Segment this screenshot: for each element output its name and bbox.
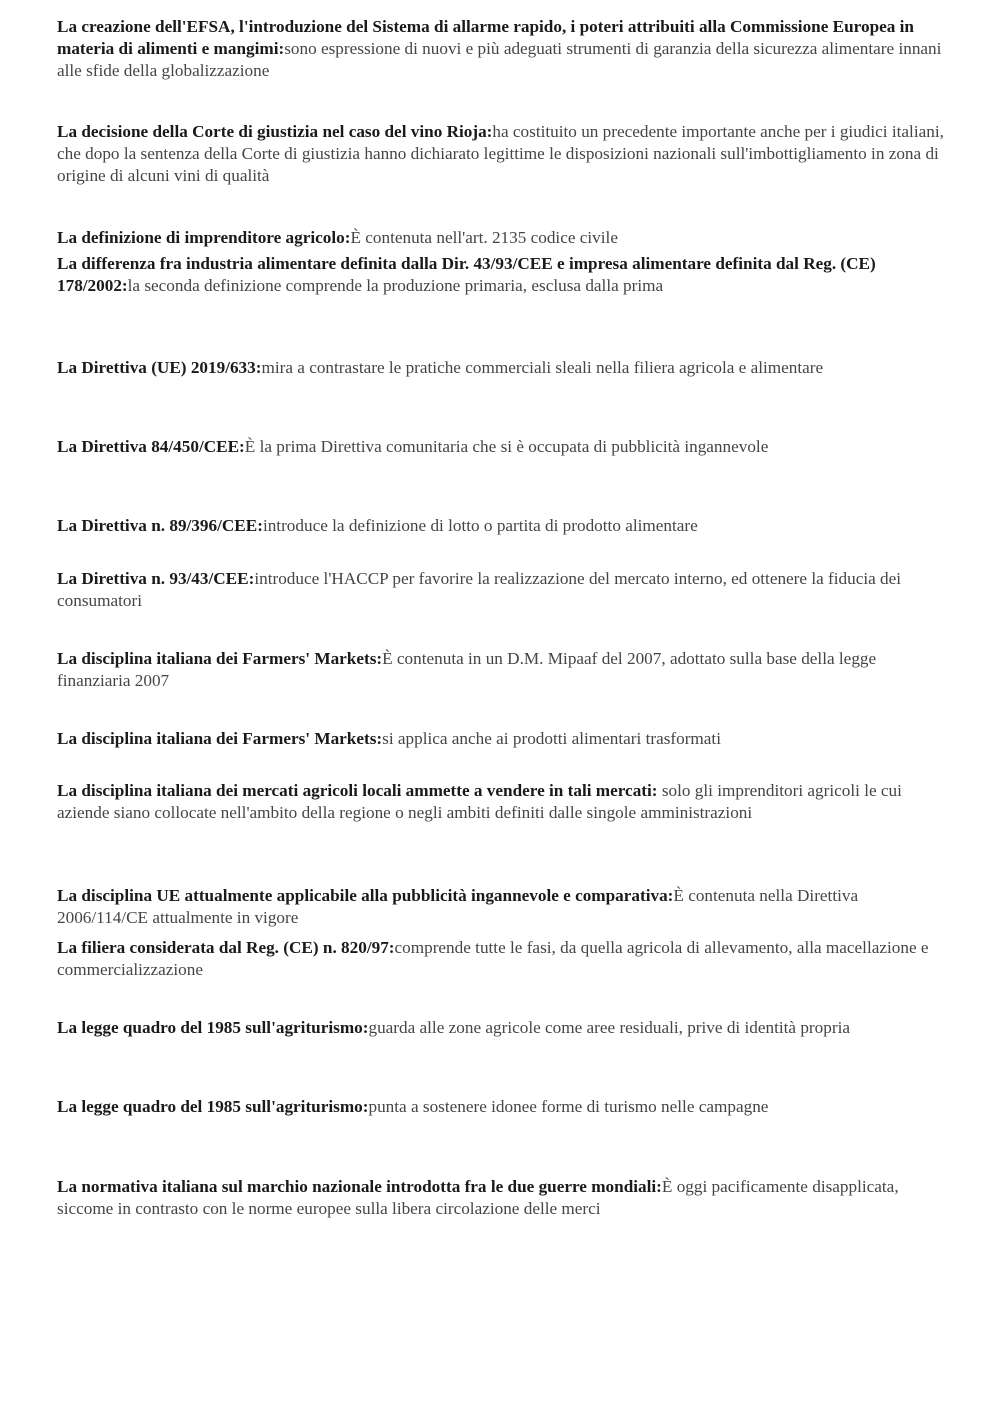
qa-entry	[57, 780, 947, 824]
qa-entry	[57, 1176, 947, 1220]
qa-entry	[57, 121, 947, 187]
entry-answer: introduce la definizione di lotto o partita di prodotto alimentare	[262, 516, 698, 535]
entry-answer: comprende tutte le fasi, da quella agricola di allevamento, alla macellazione e commercializzazione	[57, 938, 929, 979]
entry-question: La disciplina italiana dei mercati agricoli locali ammette a vendere in tali mercati:	[57, 781, 658, 800]
entry-answer: ha costituito un precedente importante anche per i giudici italiani, che dopo la sentenza della Corte di giustizia hanno dichiarato legittime le disposizioni nazionali sull'imbottigliamento in zona di origine di alcuni vini di qualità	[57, 122, 944, 185]
entry-question: La filiera considerata dal Reg. (CE) n. 820/97:	[57, 938, 395, 957]
qa-entry	[57, 1017, 947, 1039]
qa-entry	[57, 648, 947, 692]
qa-entry	[57, 937, 947, 981]
entry-answer: mira a contrastare le pratiche commerciali sleali nella filiera agricola e alimentare	[261, 358, 824, 377]
entry-question: La disciplina italiana dei Farmers' Markets:	[57, 729, 383, 748]
entry-answer: È la prima Direttiva comunitaria che si è occupata di pubblicità ingannevole	[244, 437, 769, 456]
entry-answer: È contenuta in un D.M. Mipaaf del 2007, adottato sulla base della legge finanziaria 2007	[57, 649, 877, 690]
entry-question: La disciplina italiana dei Farmers' Markets:	[57, 649, 383, 668]
entry-question: La normativa italiana sul marchio nazionale introdotta fra le due guerre mondiali:	[57, 1177, 662, 1196]
qa-entry	[57, 728, 947, 750]
entry-question: La definizione di imprenditore agricolo:	[57, 228, 351, 247]
entry-answer: È oggi pacificamente disapplicata, siccome in contrasto con le norme europee sulla libera circolazione delle merci	[57, 1177, 899, 1218]
entry-answer: sono espressione di nuovi e più adeguati strumenti di garanzia della sicurezza alimentare innani alle sfide della globalizzazione	[57, 39, 942, 80]
qa-entry	[57, 568, 947, 612]
entry-question: La disciplina UE attualmente applicabile alla pubblicità ingannevole e comparativa:	[57, 886, 674, 905]
entry-question: La legge quadro del 1985 sull'agriturismo:	[57, 1097, 369, 1116]
entry-question: La Direttiva 84/450/CEE:	[57, 437, 245, 456]
entry-answer: la seconda definizione comprende la produzione primaria, esclusa dalla prima	[127, 276, 664, 295]
qa-entry	[57, 227, 947, 249]
qa-entry	[57, 1096, 947, 1118]
entry-answer: punta a sostenere idonee forme di turismo nelle campagne	[368, 1097, 769, 1116]
entry-answer: solo gli imprenditori agricoli le cui aziende siano collocate nell'ambito della regione o negli ambiti definiti dalle singole amministrazioni	[57, 781, 902, 822]
qa-entry	[57, 436, 947, 458]
entry-answer: introduce l'HACCP per favorire la realizzazione del mercato interno, ed ottenere la fiducia dei consumatori	[57, 569, 902, 610]
qa-entry	[57, 16, 947, 82]
entry-question: La legge quadro del 1985 sull'agriturismo:	[57, 1018, 369, 1037]
entry-question: La decisione della Corte di giustizia nel caso del vino Rioja:	[57, 122, 493, 141]
entry-question: La differenza fra industria alimentare definita dalla Dir. 43/93/CEE e impresa alimentare definita dal Reg. (CE) 178/2002:	[57, 254, 876, 295]
entry-question: La Direttiva n. 93/43/CEE:	[57, 569, 255, 588]
qa-entry	[57, 357, 947, 379]
entry-answer: guarda alle zone agricole come aree residuali, prive di identità propria	[368, 1018, 850, 1037]
entry-answer: si applica anche ai prodotti alimentari trasformati	[382, 729, 721, 748]
qa-entry	[57, 885, 947, 929]
entry-question: La creazione dell'EFSA, l'introduzione del Sistema di allarme rapido, i poteri attribuiti alla Commissione Europea in materia di alimenti e mangimi:	[57, 17, 914, 58]
qa-entry	[57, 515, 947, 537]
entry-answer: È contenuta nella Direttiva 2006/114/CE attualmente in vigore	[57, 886, 859, 927]
entry-answer: È contenuta nell'art. 2135 codice civile	[350, 228, 618, 247]
qa-entry	[57, 253, 947, 297]
entry-question: La Direttiva n. 89/396/CEE:	[57, 516, 263, 535]
entry-question: La Direttiva (UE) 2019/633:	[57, 358, 262, 377]
